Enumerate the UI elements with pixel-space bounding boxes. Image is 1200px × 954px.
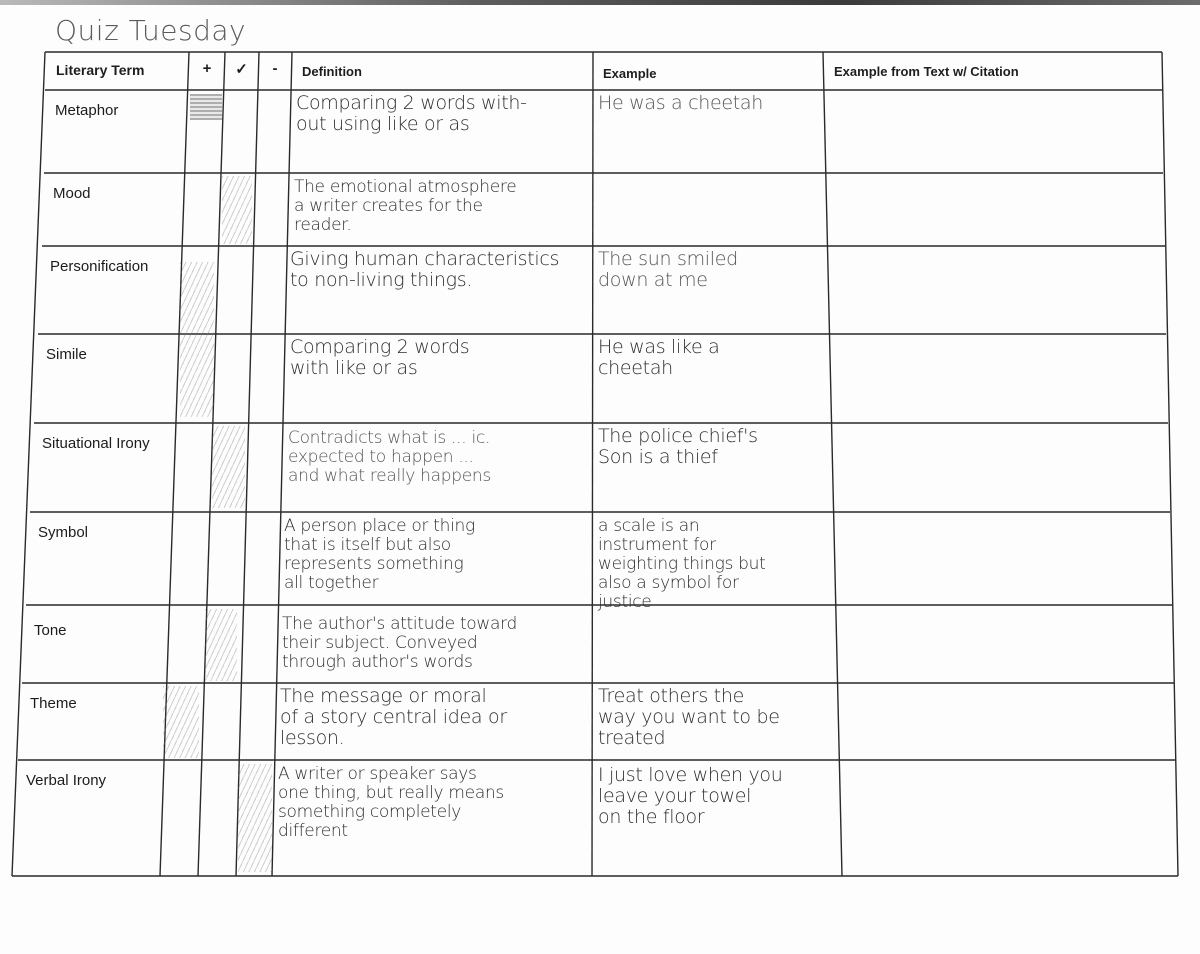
rating-shading bbox=[205, 609, 237, 681]
term-personification: Personification bbox=[50, 258, 149, 275]
example-tone bbox=[594, 632, 836, 683]
term-mood: Mood bbox=[53, 185, 91, 202]
definition-metaphor: Comparing 2 words with- out using like or as bbox=[296, 92, 527, 135]
citation-theme bbox=[842, 683, 1172, 760]
definition-verbal-irony: A writer or speaker says one thing, but really means something completely different bbox=[278, 764, 504, 841]
header-definition: Definition bbox=[302, 64, 362, 79]
definition-simile: Comparing 2 words with like or as bbox=[290, 336, 470, 379]
term-verbal-irony: Verbal Irony bbox=[26, 772, 107, 789]
citation-symbol bbox=[838, 512, 1168, 605]
header-literary-term: Literary Term bbox=[56, 62, 145, 78]
definition-situational-irony: Contradicts what is ... ic. expected to happen ... and what really happens bbox=[288, 428, 491, 486]
rating-shading bbox=[180, 262, 214, 417]
rating-shading bbox=[163, 686, 199, 758]
definition-theme: The message or moral of a story central idea or lesson. bbox=[280, 685, 507, 749]
term-theme: Theme bbox=[30, 695, 77, 712]
term-tone: Tone bbox=[34, 622, 67, 639]
header-plus: + bbox=[202, 60, 212, 77]
definition-personification: Giving human characteristics to non-living things. bbox=[290, 248, 560, 291]
citation-mood bbox=[830, 173, 1162, 246]
header-example-from-text: Example from Text w/ Citation bbox=[834, 64, 1019, 79]
citation-situational-irony bbox=[836, 423, 1166, 512]
header-check: ✓ bbox=[235, 61, 248, 78]
term-situational-irony: Situational Irony bbox=[42, 435, 150, 452]
citation-verbal-irony bbox=[844, 760, 1176, 876]
term-symbol: Symbol bbox=[38, 524, 89, 541]
header-example: Example bbox=[603, 66, 657, 81]
citation-metaphor bbox=[826, 90, 1160, 173]
term-simile: Simile bbox=[46, 346, 87, 363]
example-verbal-irony: I just love when you leave your towel on the floor bbox=[598, 764, 783, 828]
citation-simile bbox=[834, 334, 1164, 423]
rating-shading bbox=[222, 176, 252, 244]
citation-tone bbox=[840, 605, 1170, 683]
definition-tone: The author's attitude toward their subject. Conveyed through author's words bbox=[282, 614, 518, 672]
definition-mood: The emotional atmosphere a writer creates for the reader. bbox=[294, 177, 517, 235]
example-mood bbox=[594, 173, 828, 246]
rating-shading bbox=[190, 94, 222, 120]
rating-shading bbox=[238, 764, 272, 872]
example-theme: Treat others the way you want to be treated bbox=[598, 685, 780, 749]
example-symbol: a scale is an instrument for weighting things but also a symbol for justice bbox=[598, 516, 766, 612]
page-title: Quiz Tuesday bbox=[55, 14, 247, 47]
term-metaphor: Metaphor bbox=[55, 102, 119, 119]
example-personification: The sun smiled down at me bbox=[598, 248, 738, 291]
rating-shading bbox=[212, 426, 245, 508]
definition-symbol: A person place or thing that is itself but also represents something all together bbox=[284, 516, 475, 593]
citation-personification bbox=[832, 246, 1162, 334]
example-simile: He was like a cheetah bbox=[598, 336, 720, 379]
example-metaphor: He was a cheetah bbox=[598, 92, 764, 114]
header-minus: - bbox=[272, 60, 278, 77]
example-situational-irony: The police chief's Son is a thief bbox=[598, 425, 758, 468]
